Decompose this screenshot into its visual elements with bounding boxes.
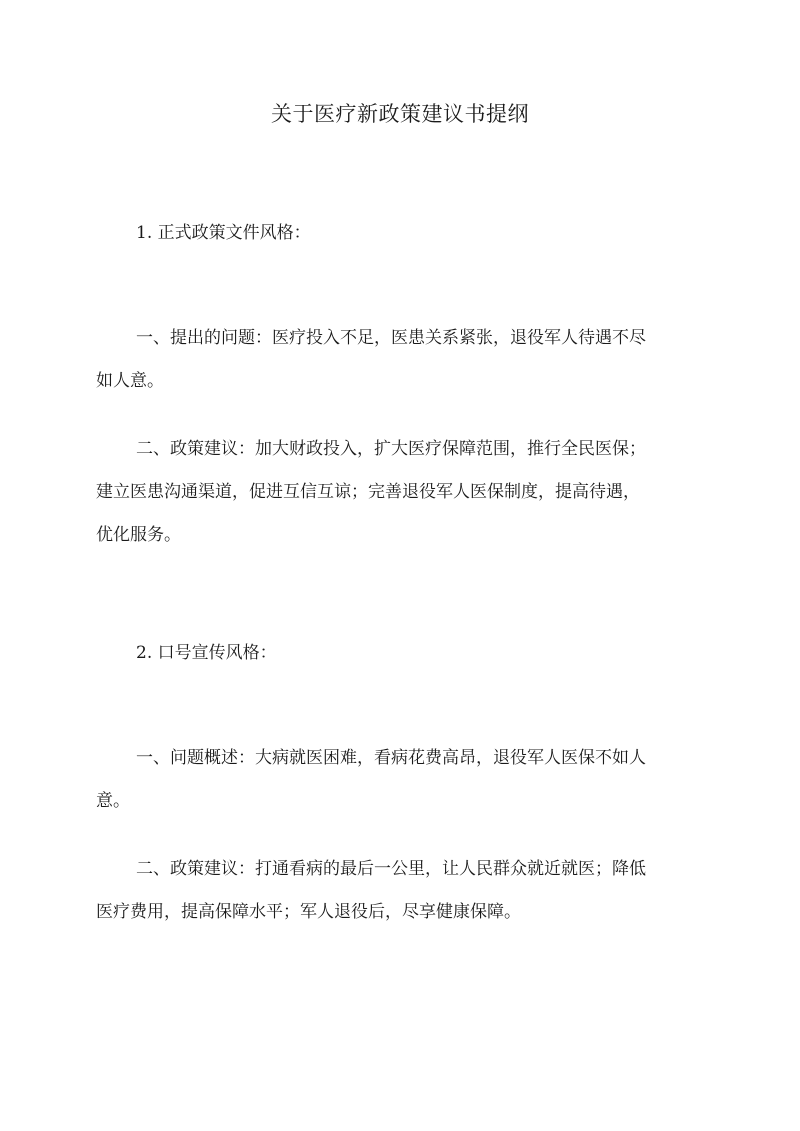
paragraph-line: 建立医患沟通渠道，促进互信互谅；完善退役军人医保制度，提高待遇， — [96, 482, 640, 502]
section-1-paragraph-1 — [96, 317, 716, 403]
document-title: 关于医疗新政策建议书提纲 — [271, 102, 529, 126]
paragraph-line: 二、政策建议：加大财政投入，扩大医疗保障范围，推行全民医保； — [136, 439, 646, 459]
paragraph-line: 一、问题概述：大病就医困难，看病花费高昂，退役军人医保不如人 — [136, 748, 646, 768]
paragraph-line: 如人意。 — [96, 371, 164, 391]
paragraph-line: 意。 — [96, 791, 130, 811]
paragraph-line: 优化服务。 — [96, 525, 181, 545]
paragraph-line: 一、提出的问题：医疗投入不足，医患关系紧张，退役军人待遇不尽 — [136, 328, 646, 348]
section-2-paragraph-2 — [96, 848, 716, 934]
section-heading-2: 2. 口号宣传风格： — [136, 643, 277, 663]
section-2-paragraph-1 — [96, 737, 716, 823]
section-heading-1: 1. 正式政策文件风格： — [136, 223, 311, 243]
paragraph-line: 医疗费用，提高保障水平；军人退役后，尽享健康保障。 — [96, 902, 521, 922]
paragraph-line: 二、政策建议：打通看病的最后一公里，让人民群众就近就医；降低 — [136, 859, 646, 879]
section-1-paragraph-2 — [96, 428, 716, 557]
